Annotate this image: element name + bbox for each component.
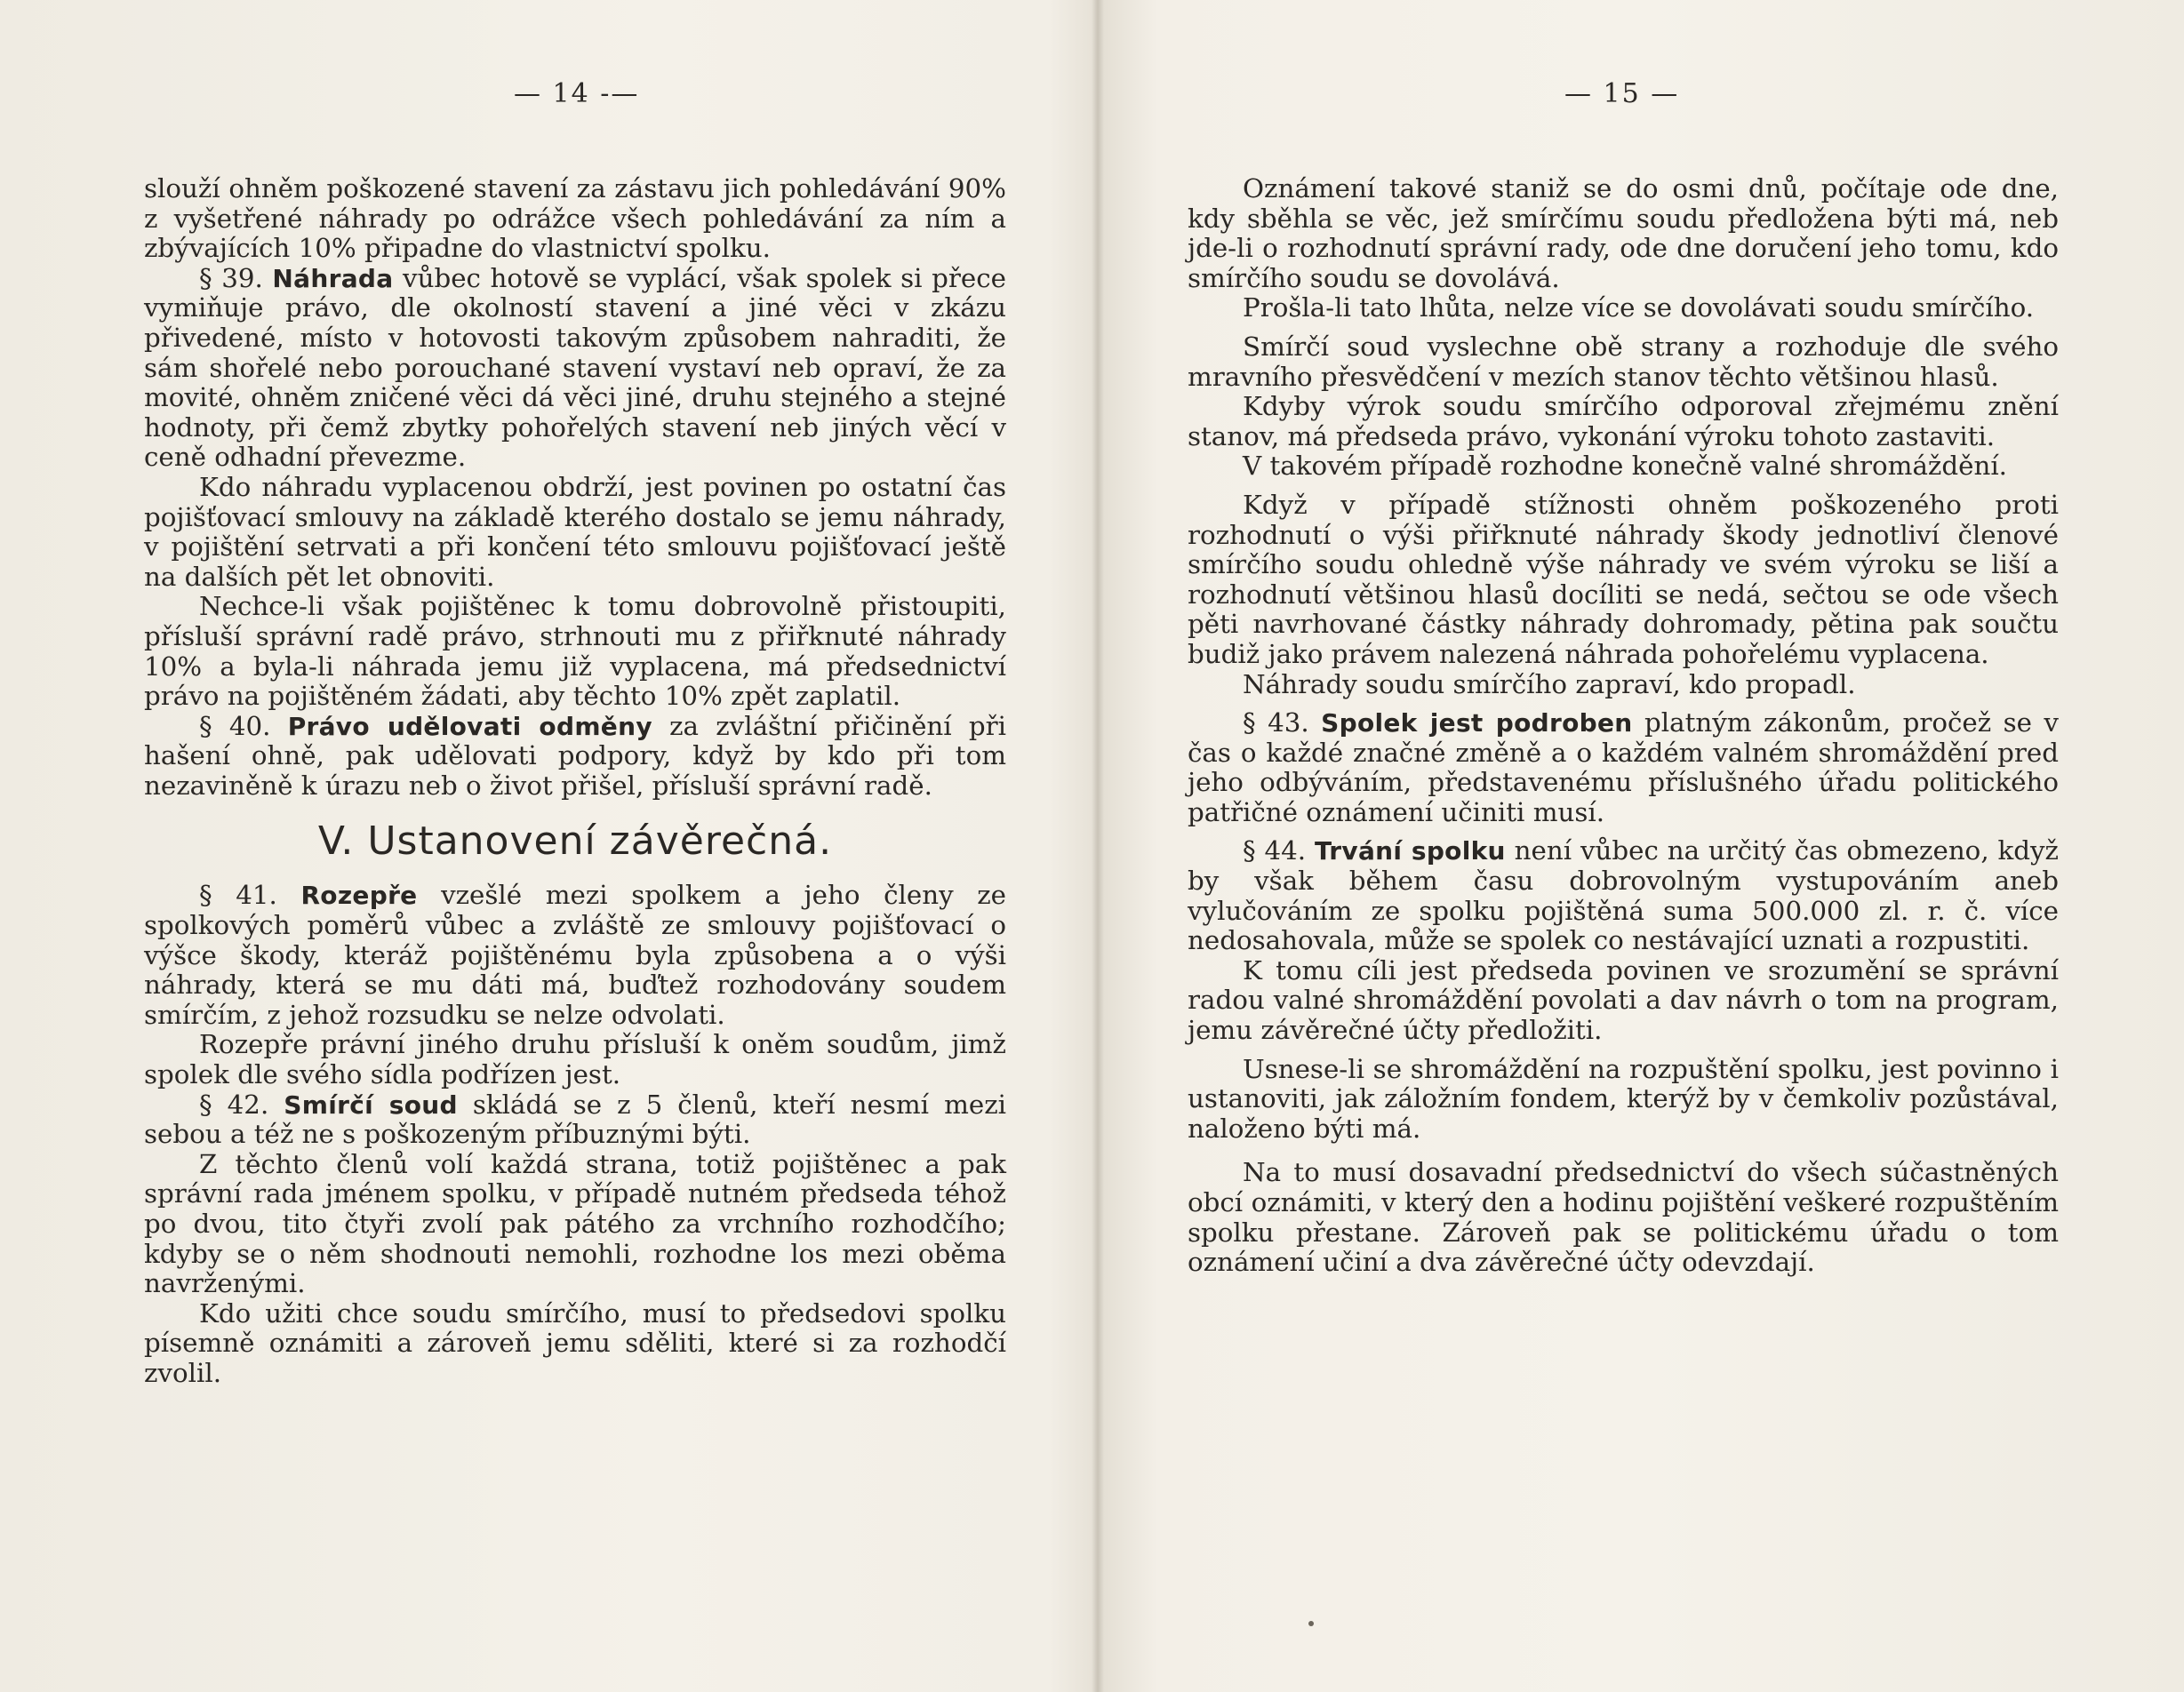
book-gutter <box>1092 0 1104 1692</box>
right-text-column <box>1188 174 2059 1278</box>
right-page <box>1104 0 2184 1692</box>
section-keyword: Smírčí soud <box>284 1089 458 1120</box>
paragraph-section-43: § 43. Spolek jest podroben platným zákonům, pročež se v čas o každé značné změně a o každém valném shromáždění pred jeho odbýváním, představenému příslušného úřadu politického patřičné oznámení učiniti musí. <box>1188 707 2059 827</box>
paragraph: slouží ohněm poškozené stavení za zástavu jich pohledávání 90% z vyšetřené náhrady po odrážce všech pohledávání za ním a zbývajících 10% připadne do vlastnictví spolku. <box>144 173 1006 264</box>
paragraph: Kdyby výrok soudu smírčího odporoval zřejmému znění stanov, má předseda právo, vykonání výroku tohoto zastaviti. <box>1188 391 2059 451</box>
section-keyword: Právo udělovati odměny <box>287 711 652 741</box>
paragraph-section-39: § 39. Náhrada vůbec hotově se vyplácí, však spolek si přece vymiňuje právo, dle okolností stavení a jiné věci v zkázu přivedené, místo v hotovosti takovým způsobem nahraditi, že sám shořelé nebo porouchané stavení vystaví neb opraví, že za movité, ohněm zničené věci dá věci jiné, druhu stejného a stejné hodnoty, při čemž zbytky pohořelých stavení neb jiných věcí v ceně odhadní převezme. <box>144 262 1006 473</box>
paragraph-section-44: § 44. Trvání spolku není vůbec na určitý čas obmezeno, když by však během času dobrovolným vystupováním aneb vylučováním ze spolku pojištěná suma 500.000 zl. r. č. více nedosahovala, může se spolek co nestávající uznati a rozpustiti. <box>1188 835 2059 956</box>
paragraph: Smírčí soud vyslechne obě strany a rozhoduje dle svého mravního přesvědčení v mezích stanov těchto většinou hlasů. <box>1188 331 2059 392</box>
section-keyword: Spolek jest podroben <box>1321 708 1633 738</box>
paragraph-section-42: § 42. Smírčí soud skládá se z 5 členů, kteří nesmí mezi sebou a též ne s poškozeným příbuznými býti. <box>144 1089 1006 1150</box>
paragraph: Kdo užiti chce soudu smírčího, musí to předsedovi spolku písemně oznámiti a zároveň jemu sděliti, které si za rozhodčí zvolil. <box>144 1297 1006 1388</box>
paragraph: Nechce-li však pojištěnec k tomu dobrovolně přistoupiti, přísluší správní radě právo, strhnouti mu z přiřknuté náhrady 10% a byla-li náhrada jemu již vyplacena, má předsednictví právo na pojištěném žádati, aby těchto 10% zpět zaplatil. <box>144 591 1006 712</box>
paragraph: Na to musí dosavadní předsednictví do všech súčastněných obcí oznámiti, v který den a hodinu pojištění veškeré rozpuštěním spolku přestane. Zároveň pak se politickému úřadu o tom oznámení učiní a dva závěrečné účty odevzdají. <box>1188 1157 2059 1278</box>
paragraph: Oznámení takové staniž se do osmi dnů, počítaje ode dne, kdy sběhla se věc, jež smírčímu soudu předložena býti má, neb jde-li o rozhodnutí správní rady, ode dne doručení jeho tomu, kdo smírčího soudu se dovolává. <box>1188 173 2059 293</box>
ink-speck <box>1308 1621 1314 1626</box>
page-number: — 15 — <box>1564 78 1680 109</box>
paragraph: K tomu cíli jest předseda povinen ve srozumění se správní radou valné shromáždění povolati a dav návrh o tom na program, jemu závěrečné účty předložiti. <box>1188 954 2059 1046</box>
paragraph-section-40: § 40. Právo udělovati odměny za zvláštní přičinění při hašení ohně, pak udělovati podpory, když by kdo při tom nezaviněně k úrazu neb o život přišel, přísluší správní radě. <box>144 710 1006 801</box>
paragraph: Prošla-li tato lhůta, nelze více se dovolávati soudu smírčího. <box>1243 292 2035 323</box>
section-keyword: Rozepře <box>300 881 418 911</box>
paragraph: Kdo náhradu vyplacenou obdrží, jest povinen po ostatní čas pojišťovací smlouvy na základě kterého dostalo se jemu náhrady, v pojištění setrvati a při končení této smlouvu pojišťovací ještě na dalších pět let obnoviti. <box>144 471 1006 592</box>
paragraph: Usnese-li se shromáždění na rozpuštění spolku, jest povinno i ustanoviti, jak záložním fondem, kterýž by v čemkoliv pozůstával, naloženo býti má. <box>1188 1053 2059 1144</box>
paragraph-section-41: § 41. Rozepře vzešlé mezi spolkem a jeho členy ze spolkových poměrů vůbec a zvláště ze smlouvy pojišťovací o výšce škody, kteráž pojištěnému byla způsobena a o výši náhrady, která se mu dáti má, buďtež rozhodovány soudem smírčím, z jehož rozsudku se nelze odvolati. <box>144 880 1006 1030</box>
paragraph: Rozepře právní jiného druhu přísluší k oněm soudům, jimž spolek dle svého sídla podřízen jest. <box>144 1029 1006 1090</box>
section-heading: V. Ustanovení závěrečná. <box>317 818 833 865</box>
paragraph: Z těchto členů volí každá strana, totiž pojištěnec a pak správní rada jménem spolku, v případě nutném předseda téhož po dvou, tito čtyři zvolí pak pátého za vrchního rozhodčího; kdyby se o něm shodnouti nemohli, rozhodne los mezi oběma navrženými. <box>144 1148 1006 1299</box>
paragraph: Když v případě stížnosti ohněm poškozeného proti rozhodnutí o výši přiřknuté náhrady škody jednotliví členové smírčího soudu ohledně výše náhrady ve svém výroku se liší a rozhodnutí většinou hlasů docíliti se nedá, sečtou se ode všech pěti navrhované částky náhrady dohromady, pětina pak součtu budiž jako právem nalezená náhrada pohořelému vyplacena. <box>1188 489 2059 669</box>
left-text-column <box>144 174 1006 1389</box>
paragraph: V takovém případě rozhodne konečně valné shromáždění. <box>1243 451 2007 482</box>
paragraph: Náhrady soudu smírčího zapraví, kdo propadl. <box>1243 668 1856 699</box>
page-number: — 14 -— <box>514 78 640 109</box>
section-keyword: Trvání spolku <box>1314 836 1506 866</box>
section-keyword: Náhrada <box>272 263 394 293</box>
